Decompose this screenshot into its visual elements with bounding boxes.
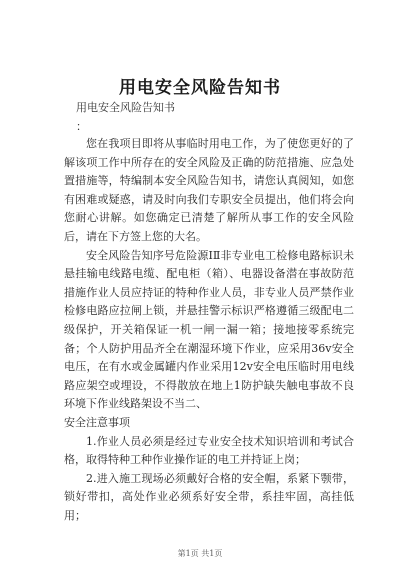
safety-note-item-1: 1.作业人员必须是经过专业安全技术知识培训和考试合格，取得特种工种作业操作证的电工并持证上岗； [64,434,354,467]
subtitle-colon: ： [76,120,87,133]
document-title: 用电安全风险告知书 [119,78,281,98]
risk-notice-paragraph: 安全风险告知序号危险源ⅠⅡ非专业电工检修电路标识未悬挂输电线路电缆、配电柜（箱）、电器设备潜在事故防范措施作业人员应持证的特种作业人员，非专业人员严禁作业检修电路应拉闸上锁，并悬挂警示标识严格遵循三级配电二级保护，开关箱保证一机一闸一漏一箱；接地接零系统完备；个人防护用品齐全在潮湿环境下作业，应采用36v安全电压，在有水或金属罐内作业采用12v安全电压临时用电线路应架空或埋设，不得散放在地上1防护缺失触电事故不良环境下作业线路架设不当二、 [64,248,354,411]
intro-paragraph: 您在我项目即将从事临时用电工作，为了使您更好的了解该项工作中所存在的安全风险及正确的防范措施、应急处置措施等，特编制本安全风险告知书，请您认真阅知，如您有困难或疑惑，请及时向我们专职安全员提出，他们将会向您耐心讲解。如您确定已清楚了解所从事工作的安全风险后，请在下方签上您的大名。 [64,137,354,243]
page-footer: 第1页 共1页 [177,549,223,558]
safety-note-item-2: 2.进入施工现场必须戴好合格的安全帽，系紧下颚带，锁好带扣，高处作业必须系好安全带，系挂牢固，高挂低用； [64,471,354,522]
safety-notes-heading: 安全注意事项 [64,415,130,429]
document-subtitle: 用电安全风险告知书 [76,101,175,114]
document-body [64,135,354,525]
